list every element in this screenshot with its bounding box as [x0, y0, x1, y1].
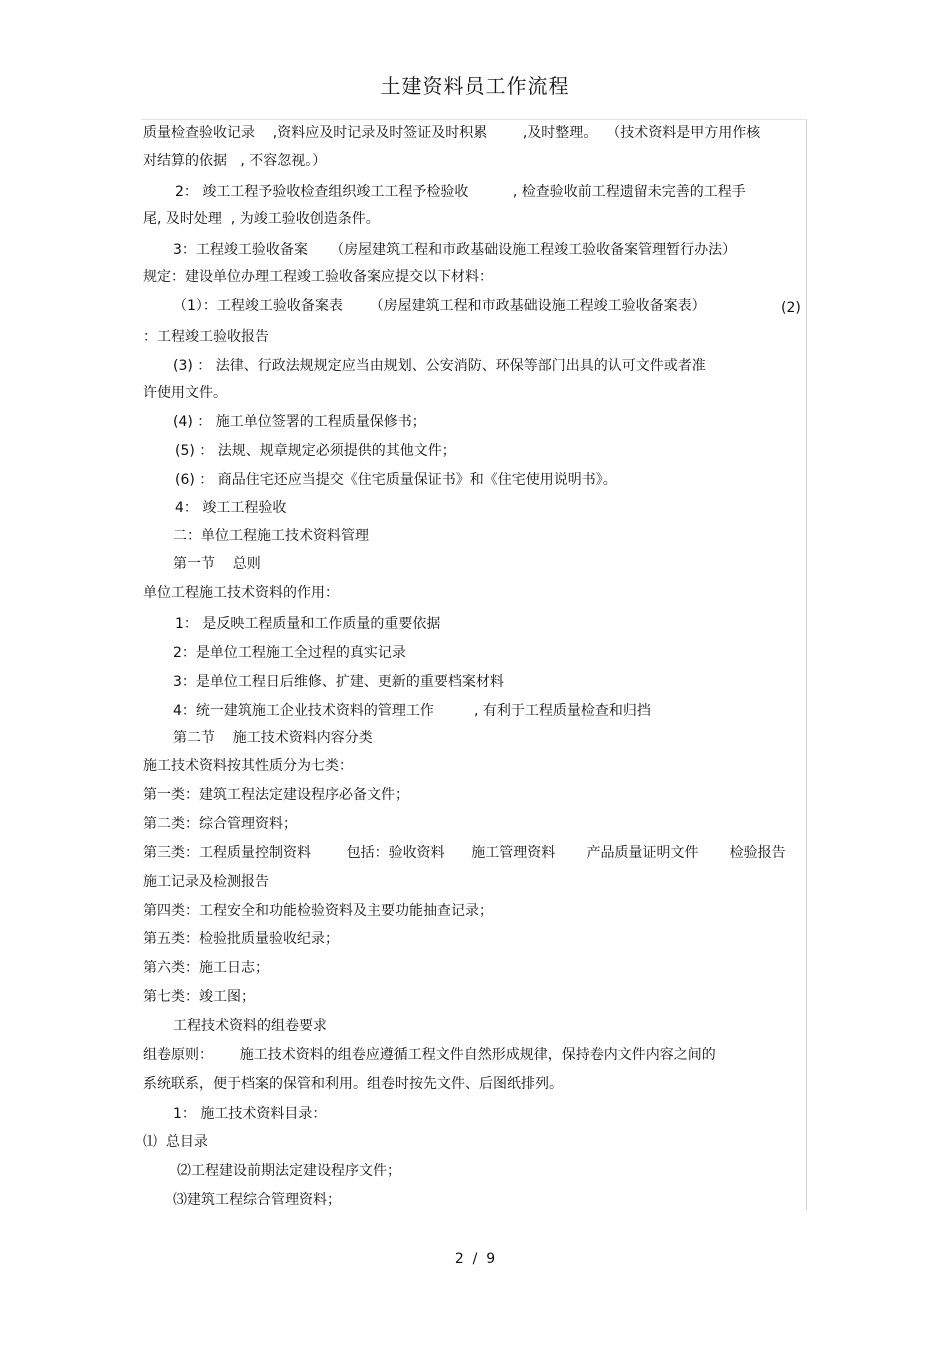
text-line: 第六类：施工日志； [143, 960, 269, 976]
text-line: 1： 施工技术资料目录： [173, 1106, 327, 1122]
text-line: 3：工程竣工验收备案 （房屋建筑工程和市政基础设施工程竣工验收备案管理暂行办法） [173, 242, 737, 258]
text-line: 单位工程施工技术资料的作用： [143, 585, 339, 601]
text-line: 第四类：工程安全和功能检验资料及主要功能抽查记录； [143, 903, 493, 919]
text-line: 1： 是反映工程质量和工作质量的重要依据 [175, 616, 441, 632]
text-line: （1）：工程竣工验收备案表 （房屋建筑工程和市政基础设施工程竣工验收备案表） [173, 298, 706, 314]
text-line: 第二节 施工技术资料内容分类 [173, 730, 373, 746]
text-line: 第二类：综合管理资料； [143, 816, 297, 832]
text-line: 规定：建设单位办理工程竣工验收备案应提交以下材料： [143, 269, 493, 285]
text-line: (5) ： 法规、规章规定必须提供的其他文件； [175, 443, 456, 459]
text-line: (4) ： 施工单位签署的工程质量保修书； [173, 414, 426, 430]
text-line: 2： 竣工工程予验收检查组织竣工工程予检验收 , 检查验收前工程遗留未完善的工程手 [175, 184, 746, 200]
document-title: 土建资料员工作流程 [380, 74, 570, 98]
text-line: 施工技术资料按其性质分为七类： [143, 758, 353, 774]
text-line: ：工程竣工验收报告 [143, 329, 269, 345]
text-line: (6) ： 商品住宅还应当提交《住宅质量保证书》和《住宅使用说明书》。 [175, 472, 617, 488]
text-line: (2) [781, 300, 801, 316]
text-line: (3) ： 法律、行政法规规定应当由规划、公安消防、环保等部门出具的认可文件或者准 [173, 358, 706, 374]
text-line: 质量检查验收记录 ,资料应及时记录及时签证及时积累 ,及时整理。 （技术资料是甲方用作核 [143, 125, 761, 141]
text-line: 许使用文件。 [143, 385, 227, 401]
text-line: ⑵工程建设前期法定建设程序文件； [177, 1163, 401, 1179]
text-line: ⑴ 总目录 [143, 1134, 208, 1150]
text-line: 第七类：竣工图； [143, 989, 255, 1005]
text-line: 施工记录及检测报告 [143, 874, 269, 890]
text-line: 第三类：工程质量控制资料 包括：验收资料 施工管理资料 产品质量证明文件 检验报告 [143, 845, 786, 861]
text-line: 3：是单位工程日后维修、扩建、更新的重要档案材料 [173, 674, 504, 690]
text-line: 二：单位工程施工技术资料管理 [173, 528, 369, 544]
text-line: ⑶建筑工程综合管理资料； [173, 1192, 341, 1208]
text-line: 组卷原则： 施工技术资料的组卷应遵循工程文件自然形成规律，保持卷内文件内容之间的 [143, 1047, 716, 1063]
text-line: 第一类：建筑工程法定建设程序必备文件； [143, 787, 409, 803]
text-line: 4： 竣工工程验收 [175, 500, 287, 516]
text-line: 第一节 总则 [173, 556, 261, 572]
text-line: 尾, 及时处理 , 为竣工验收创造条件。 [143, 211, 380, 227]
text-line: 2：是单位工程施工全过程的真实记录 [173, 645, 406, 661]
text-line: 系统联系，便于档案的保管和利用。组卷时按先文件、后图纸排列。 [143, 1076, 563, 1092]
text-line: 对结算的依据 , 不容忽视。） [143, 153, 327, 169]
text-line: 第五类：检验批质量验收纪录； [143, 931, 339, 947]
text-line: 工程技术资料的组卷要求 [173, 1018, 327, 1034]
text-line: 4：统一建筑施工企业技术资料的管理工作 , 有利于工程质量检查和归挡 [173, 703, 651, 719]
page-number: 2 / 9 [454, 1251, 496, 1267]
